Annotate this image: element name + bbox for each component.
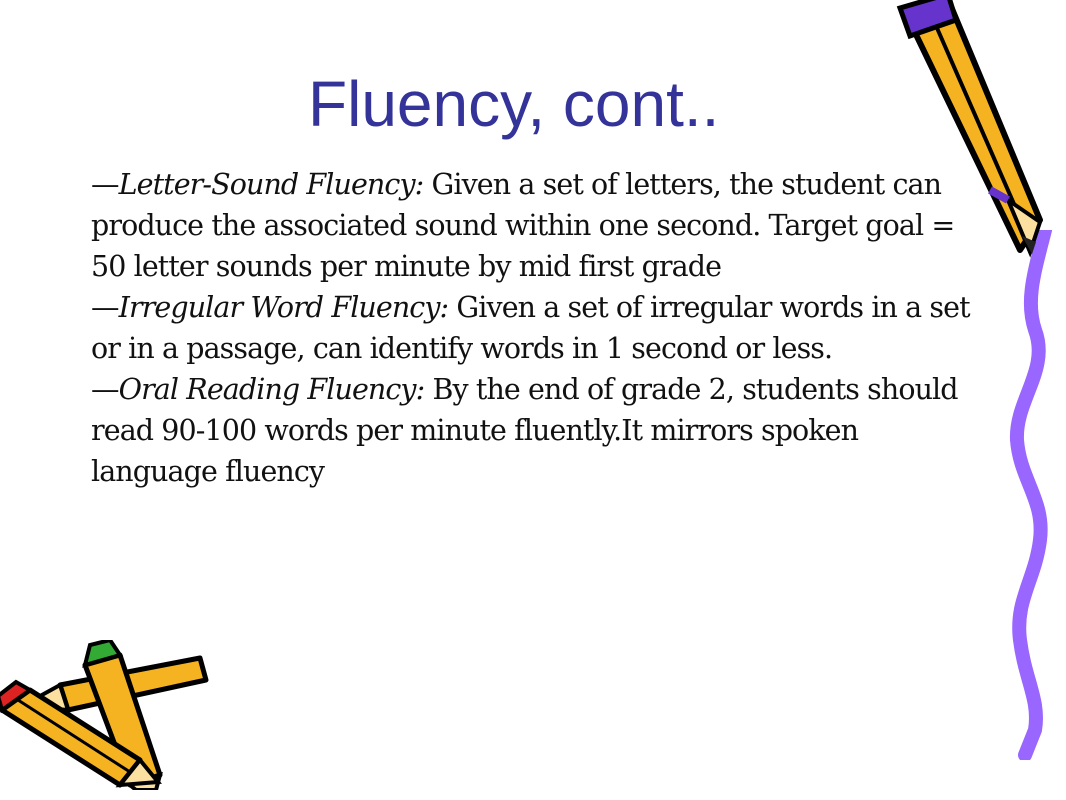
term-description: Given a set of letters, the student can produce the associated sound within one second. Target goal = 50 letter sounds per minute by mid first grade (91, 168, 955, 283)
slide-body (91, 164, 971, 492)
list-item-oral-reading-fluency (91, 369, 971, 492)
purple-wave-border (995, 230, 1065, 760)
slide-title: Fluency, cont.. (308, 68, 720, 140)
term-label: Oral Reading Fluency: (118, 373, 425, 406)
bullet-dash: — (91, 168, 119, 201)
bullet-dash: — (91, 291, 119, 324)
term-description: By the end of grade 2, students should read 90-100 words per minute fluently.It mirrors spoken language fluency (91, 373, 958, 488)
term-label: Letter-Sound Fluency: (118, 168, 424, 201)
bullet-dash: — (91, 373, 119, 406)
list-item-letter-sound-fluency (91, 164, 971, 287)
term-description: Given a set of irregular words in a set or in a passage, can identify words in 1 second or less. (91, 291, 970, 365)
crossed-pencils-icon (0, 640, 215, 790)
list-item-irregular-word-fluency (91, 287, 971, 369)
term-label: Irregular Word Fluency: (118, 291, 449, 324)
